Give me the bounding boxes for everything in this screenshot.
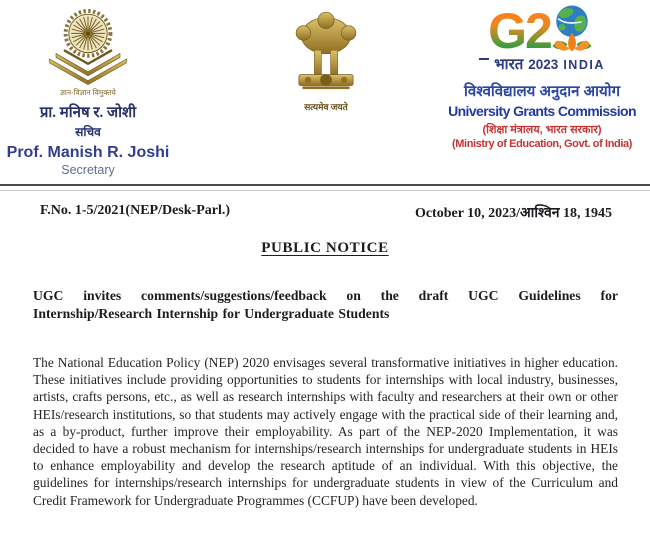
bharat-overbar xyxy=(479,58,489,60)
notice-subject: UGC invites comments/suggestions/feedback on the draft UGC Guidelines for Internship/Research Internship for Undergraduate Students xyxy=(33,288,618,321)
g20-tagline xyxy=(434,54,650,74)
g20-logo-text: G2 xyxy=(488,3,551,59)
ministry-line-hindi: (शिक्षा मंत्रालय, भारत सरकार) xyxy=(482,124,602,136)
g20-year-label: 2023 xyxy=(528,57,559,72)
secretary-name-hindi: प्रा. मनिष र. जोशी xyxy=(39,105,137,121)
secretary-letterhead xyxy=(6,4,170,177)
ugc-logo-motto: ज्ञान-विज्ञान विमुक्तये xyxy=(60,88,116,97)
ugc-letterhead xyxy=(434,4,650,150)
secretary-title-hindi: सचिव xyxy=(75,125,101,139)
notice-title: PUBLIC NOTICE xyxy=(261,240,389,256)
secretary-name: Prof. Manish R. Joshi xyxy=(6,144,170,161)
letterhead-divider xyxy=(0,184,650,191)
file-number: F.No. 1-5/2021(NEP/Desk-Parl.) xyxy=(40,203,231,218)
emblem-motto: सत्यमेव जयते xyxy=(304,102,348,112)
notice-body: The National Education Policy (NEP) 2020 envisages several transformative initiatives in higher education. These initiatives include providing opportunities to students for internships with local industry, businesses, artists, crafts persons, etc., as well as research internships with faculty and researchers at their own or other HEIs/research institutions, so that students may actively engage with the practical side of their learning and, as a by-product, further improve their employability. As part of the NEP-2020 Implementation, it was decided to have a robust mechanism for internships/research internships for undergraduate students in HEIs to enhance employability and develop the research aptitude of an individual. With this objective, the guidelines for internships/research internships for undergraduate students in view of the Curriculum and Credit Framework for Undergraduate Programmes (CCFUP) have been developed. xyxy=(33,355,618,508)
ugc-name-hindi: विश्वविद्यालय अनुदान आयोग xyxy=(463,83,621,100)
ugc-logo-icon xyxy=(40,4,136,90)
g20-logo xyxy=(434,4,650,58)
g20-bharat-label: भारत xyxy=(494,56,524,73)
notice-meta-row xyxy=(40,203,612,222)
g20-globe-lotus-icon xyxy=(548,2,596,60)
ministry-line-english: (Ministry of Education, Govt. of India) xyxy=(452,138,632,150)
g20-india-label: INDIA xyxy=(563,58,605,72)
national-emblem-icon xyxy=(288,8,364,96)
ugc-name-english: University Grants Commission xyxy=(448,103,636,119)
secretary-title: Secretary xyxy=(61,163,115,177)
national-emblem-block xyxy=(276,8,376,113)
notice-date: October 10, 2023/आश्विन 18, 1945 xyxy=(414,206,612,221)
